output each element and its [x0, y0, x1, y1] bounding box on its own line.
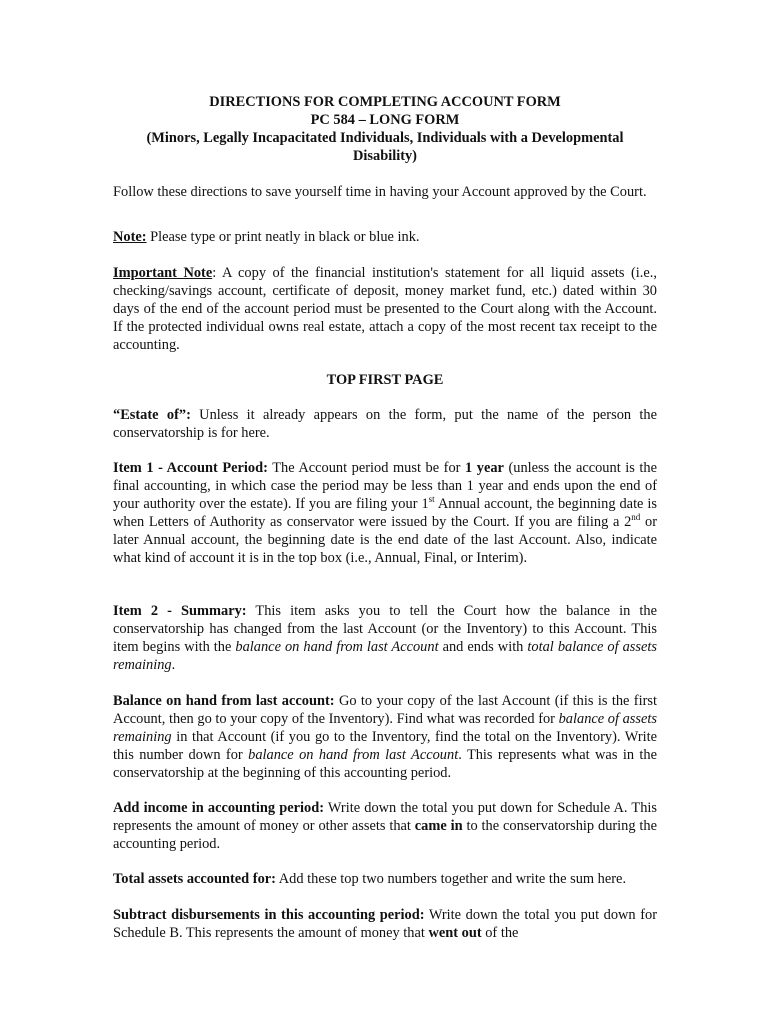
intro-paragraph: Follow these directions to save yourself time in having your Account approved by the Court.: [113, 184, 647, 200]
item2-paragraph: [113, 602, 657, 674]
item1-label: Item 1 - Account Period:: [113, 460, 268, 476]
item1-text-4: or later Annual account, the beginning date is the end date of the last Account. Also, indicate what kind of account it is in the top box (i.e., Annual, Final, or Interim).: [113, 514, 657, 566]
important-note-label: Important Note: [113, 265, 213, 281]
item2-italic-2: total balance of assets remaining: [113, 639, 657, 673]
document-header: [113, 93, 657, 165]
header-subtitle: (Minors, Legally Incapacitated Individuals, Individuals with a Developmental Disability): [146, 130, 624, 164]
item2-italic-1: balance on hand from last Account: [235, 639, 439, 655]
estate-of-text: Unless it already appears on the form, put the name of the person the conservatorship is for here.: [113, 407, 657, 441]
total-text: Add these top two numbers together and write the sum here.: [275, 871, 627, 887]
header-title: DIRECTIONS FOR COMPLETING ACCOUNT FORM: [209, 94, 561, 110]
subtract-label: Subtract disbursements in this accounting period:: [113, 907, 425, 923]
note-label: Note:: [113, 229, 147, 245]
item1-text-1: The Account period must be for: [267, 460, 465, 476]
balance-text-2: in that Account (if you go to the Inventory, find the total on the Inventory). Write this number down for: [113, 729, 657, 763]
item1-paragraph: [113, 459, 657, 567]
income-label: Add income in accounting period:: [113, 800, 324, 816]
total-paragraph: [113, 870, 657, 888]
total-label: Total assets accounted for:: [113, 871, 276, 887]
header-form-number: PC 584 – LONG FORM: [310, 112, 460, 128]
item1-text-3: Annual account, the beginning date is when Letters of Authority as conservator were issued by the Court. If you are filing a 2: [113, 496, 658, 530]
important-note-paragraph: [113, 264, 657, 354]
item2-text-1: This item asks you to tell the Court how the balance in the conservatorship has changed from the last Account (or the Inventory) to this Account. This item begins with the: [113, 603, 657, 655]
balance-italic-2: balance on hand from last Account: [248, 747, 459, 763]
item1-superscript-2: nd: [631, 512, 641, 523]
balance-italic-1: balance of assets remaining: [113, 711, 657, 745]
income-text-2: to the conservatorship during the accounting period.: [113, 818, 658, 852]
item1-bold-1: 1 year: [465, 460, 504, 476]
income-paragraph: [113, 799, 657, 853]
income-bold-1: came in: [414, 818, 463, 834]
item1-text-2: (unless the account is the final accounting, in which case the period may be less than 1 year and ends upon the end of your authority over the estate). If you are filing your 1: [113, 460, 657, 512]
note-paragraph: [113, 228, 657, 246]
balance-label: Balance on hand from last account:: [113, 693, 335, 709]
balance-text-3: . This represents what was in the conservatorship at the beginning of this accounting period.: [113, 747, 657, 781]
item2-text-2: and ends with: [438, 639, 528, 655]
subtract-bold-1: went out: [428, 925, 482, 941]
item2-text-3: .: [171, 657, 176, 673]
section-heading: TOP FIRST PAGE: [326, 372, 444, 388]
note-text: Please type or print neatly in black or blue ink.: [146, 229, 420, 245]
balance-paragraph: [113, 692, 657, 782]
important-note-text: : A copy of the financial institution's statement for all liquid assets (i.e., checking/savings account, certificate of deposit, money market fund, etc.) dated within 30 days of the end of the account period must be presented to the Court along with the Account. If the protected individual owns real estate, attach a copy of the most recent tax receipt to the accounting.: [113, 265, 657, 353]
item2-label: Item 2 - Summary:: [113, 603, 247, 619]
estate-of-paragraph: [113, 406, 657, 442]
subtract-text-2: of the: [481, 925, 519, 941]
estate-of-label: “Estate of”:: [113, 407, 191, 423]
subtract-text-1: Write down the total you put down for Schedule B. This represents the amount of money that: [113, 907, 657, 941]
item1-superscript-1: st: [428, 494, 435, 505]
income-text-1: Write down the total you put down for Schedule A. This represents the amount of money or other assets that: [113, 800, 657, 834]
balance-text-1: Go to your copy of the last Account (if this is the first Account, then go to your copy of the Inventory). Find what was recorded for: [113, 693, 657, 727]
subtract-paragraph: [113, 906, 657, 942]
